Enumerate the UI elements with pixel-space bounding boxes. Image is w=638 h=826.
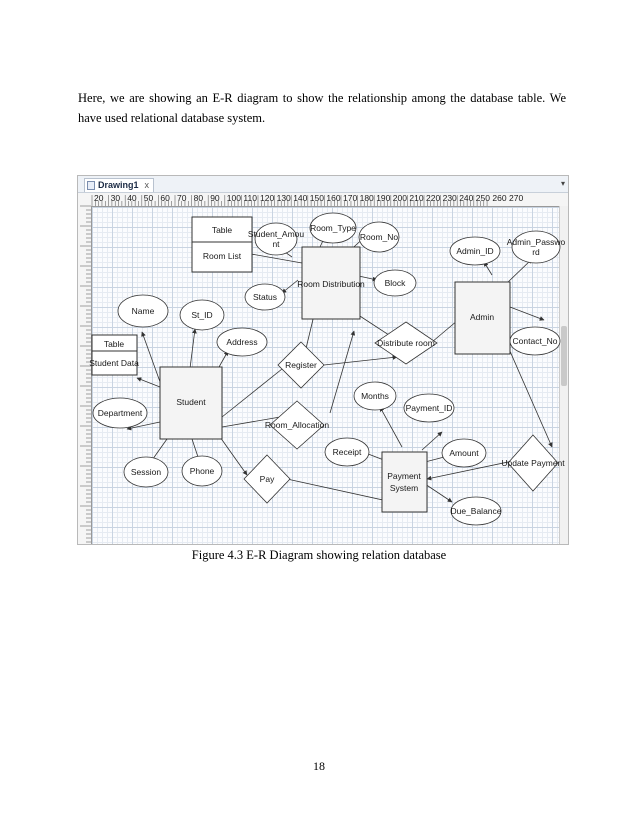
attr-address[interactable] bbox=[217, 328, 267, 356]
attr-amount[interactable] bbox=[442, 439, 486, 467]
system-label: System bbox=[389, 483, 419, 493]
rel-room-allocation[interactable] bbox=[265, 401, 330, 449]
student-data-label: Student Data bbox=[89, 358, 139, 368]
close-icon[interactable]: x bbox=[144, 180, 150, 190]
payment-label: Payment bbox=[387, 471, 421, 481]
room-allocation-label: Room_Allocation bbox=[264, 420, 330, 430]
session-label: Session bbox=[130, 467, 162, 477]
entity-table2-label: Table bbox=[103, 339, 125, 349]
register-label: Register bbox=[285, 360, 317, 370]
due-balance-label: Due_Balance bbox=[450, 506, 502, 516]
tab-drawing1[interactable] bbox=[84, 178, 154, 192]
student-amount-line1: Student_Amou bbox=[247, 229, 305, 239]
room-type-label: Room_Type bbox=[310, 223, 356, 233]
admin-id-label: Admin_ID bbox=[456, 246, 494, 256]
attr-room-type[interactable] bbox=[310, 213, 356, 243]
entity-table-label: Table bbox=[211, 225, 233, 235]
attr-receipt[interactable] bbox=[325, 438, 369, 466]
ruler-number: 40 bbox=[127, 193, 137, 203]
chevron-down-icon[interactable]: ▾ bbox=[560, 179, 565, 188]
entity-table-student[interactable] bbox=[89, 335, 139, 375]
ruler-number: 150 bbox=[309, 193, 324, 203]
attr-admin-id[interactable] bbox=[450, 237, 500, 265]
document-icon bbox=[87, 181, 95, 190]
ruler-number: 220 bbox=[426, 193, 441, 203]
attr-department[interactable] bbox=[93, 398, 147, 428]
page-number: 18 bbox=[313, 759, 325, 773]
drawing-canvas bbox=[89, 207, 566, 544]
ruler-number: 270 bbox=[509, 193, 524, 203]
horizontal-ruler bbox=[78, 193, 568, 207]
rel-register[interactable] bbox=[278, 342, 324, 388]
name-label: Name bbox=[131, 306, 155, 316]
payment-id-label: Payment_ID bbox=[405, 403, 453, 413]
attr-payment-id[interactable] bbox=[404, 394, 454, 422]
ruler-number: 230 bbox=[442, 193, 457, 203]
admin-password-line1: Admin_Passwo bbox=[506, 237, 566, 247]
rel-pay[interactable] bbox=[244, 455, 290, 503]
address-label: Address bbox=[226, 337, 258, 347]
ruler-number: 160 bbox=[326, 193, 341, 203]
department-label: Department bbox=[97, 408, 143, 418]
room-no-label: Room_No bbox=[359, 232, 399, 242]
vertical-ruler bbox=[78, 206, 92, 544]
ruler-number: 180 bbox=[359, 193, 374, 203]
ruler-number: 80 bbox=[193, 193, 204, 203]
entity-table-room[interactable] bbox=[192, 217, 252, 272]
attr-contact-no[interactable] bbox=[510, 327, 560, 355]
receipt-label: Receipt bbox=[332, 447, 362, 457]
ruler-number: 170 bbox=[343, 193, 358, 203]
admin-label: Admin bbox=[469, 312, 495, 322]
block-label: Block bbox=[384, 278, 406, 288]
attr-session[interactable] bbox=[124, 457, 168, 487]
student-amount-line2: nt bbox=[272, 239, 280, 249]
entity-admin[interactable] bbox=[455, 282, 510, 354]
ruler-number: 260 bbox=[492, 193, 507, 203]
attr-st-id[interactable] bbox=[180, 300, 224, 330]
er-diagram bbox=[89, 207, 566, 544]
document-tab-bar bbox=[78, 176, 568, 193]
entity-room-distribution[interactable] bbox=[297, 247, 365, 319]
update-payment-label: Update Payment bbox=[501, 458, 565, 468]
entity-payment-system[interactable] bbox=[382, 452, 427, 512]
phone-label: Phone bbox=[189, 466, 215, 476]
ruler-number: 60 bbox=[160, 193, 170, 203]
attr-name[interactable] bbox=[118, 295, 168, 327]
rel-update-payment[interactable] bbox=[501, 435, 565, 491]
attr-months[interactable] bbox=[354, 382, 396, 410]
room-list-label: Room List bbox=[202, 251, 242, 261]
attr-student-amount[interactable] bbox=[248, 223, 305, 255]
ruler-number: 100 bbox=[226, 193, 241, 203]
scroll-thumb[interactable] bbox=[561, 326, 567, 386]
ruler-number: 120 bbox=[260, 193, 275, 203]
ruler-number: 250 bbox=[475, 193, 490, 203]
attr-room-no[interactable] bbox=[359, 222, 399, 252]
st-id-label: St_ID bbox=[191, 310, 213, 320]
status-label: Status bbox=[252, 292, 278, 302]
attr-admin-password[interactable] bbox=[507, 231, 566, 263]
attr-phone[interactable] bbox=[182, 456, 222, 486]
vertical-ruler-marks bbox=[78, 206, 91, 544]
entity-student[interactable] bbox=[160, 367, 222, 439]
ruler-number: 50 bbox=[143, 193, 154, 203]
figure-caption: Figure 4.3 E-R Diagram showing relation database bbox=[191, 548, 447, 562]
ruler-number: 240 bbox=[459, 193, 474, 203]
er-diagram-figure bbox=[77, 175, 569, 545]
attr-due-balance[interactable] bbox=[450, 497, 501, 525]
rel-distribute-room[interactable] bbox=[375, 322, 437, 364]
ruler-number: 70 bbox=[177, 193, 187, 203]
ruler-number: 90 bbox=[210, 193, 220, 203]
tab-label: Drawing1 bbox=[98, 180, 139, 190]
room-distribution-label: Room Distribution bbox=[297, 279, 365, 289]
contact-no-label: Contact_No bbox=[512, 336, 558, 346]
admin-password-line2: rd bbox=[532, 247, 540, 257]
student-label: Student bbox=[176, 397, 206, 407]
ruler-number: 20 bbox=[94, 193, 104, 203]
ruler-number: 110 bbox=[243, 193, 257, 203]
ruler-marks bbox=[78, 193, 568, 206]
ruler-number: 190 bbox=[376, 193, 391, 203]
attr-block[interactable] bbox=[374, 270, 416, 296]
ruler-number: 30 bbox=[110, 193, 121, 203]
pay-label: Pay bbox=[259, 474, 275, 484]
amount-label: Amount bbox=[449, 448, 479, 458]
ruler-number: 130 bbox=[276, 193, 291, 203]
ruler-number: 200 bbox=[392, 193, 407, 203]
months-label: Months bbox=[361, 391, 389, 401]
distribute-room-label: Distribute room bbox=[377, 338, 435, 348]
intro-paragraph: Here, we are showing an E-R diagram to show the relationship among the database table. We have used relational database system. bbox=[78, 90, 566, 125]
ruler-number: 210 bbox=[409, 193, 424, 203]
vertical-scrollbar[interactable] bbox=[559, 206, 568, 544]
attr-status[interactable] bbox=[245, 284, 285, 310]
ruler-number: 140 bbox=[293, 193, 308, 203]
